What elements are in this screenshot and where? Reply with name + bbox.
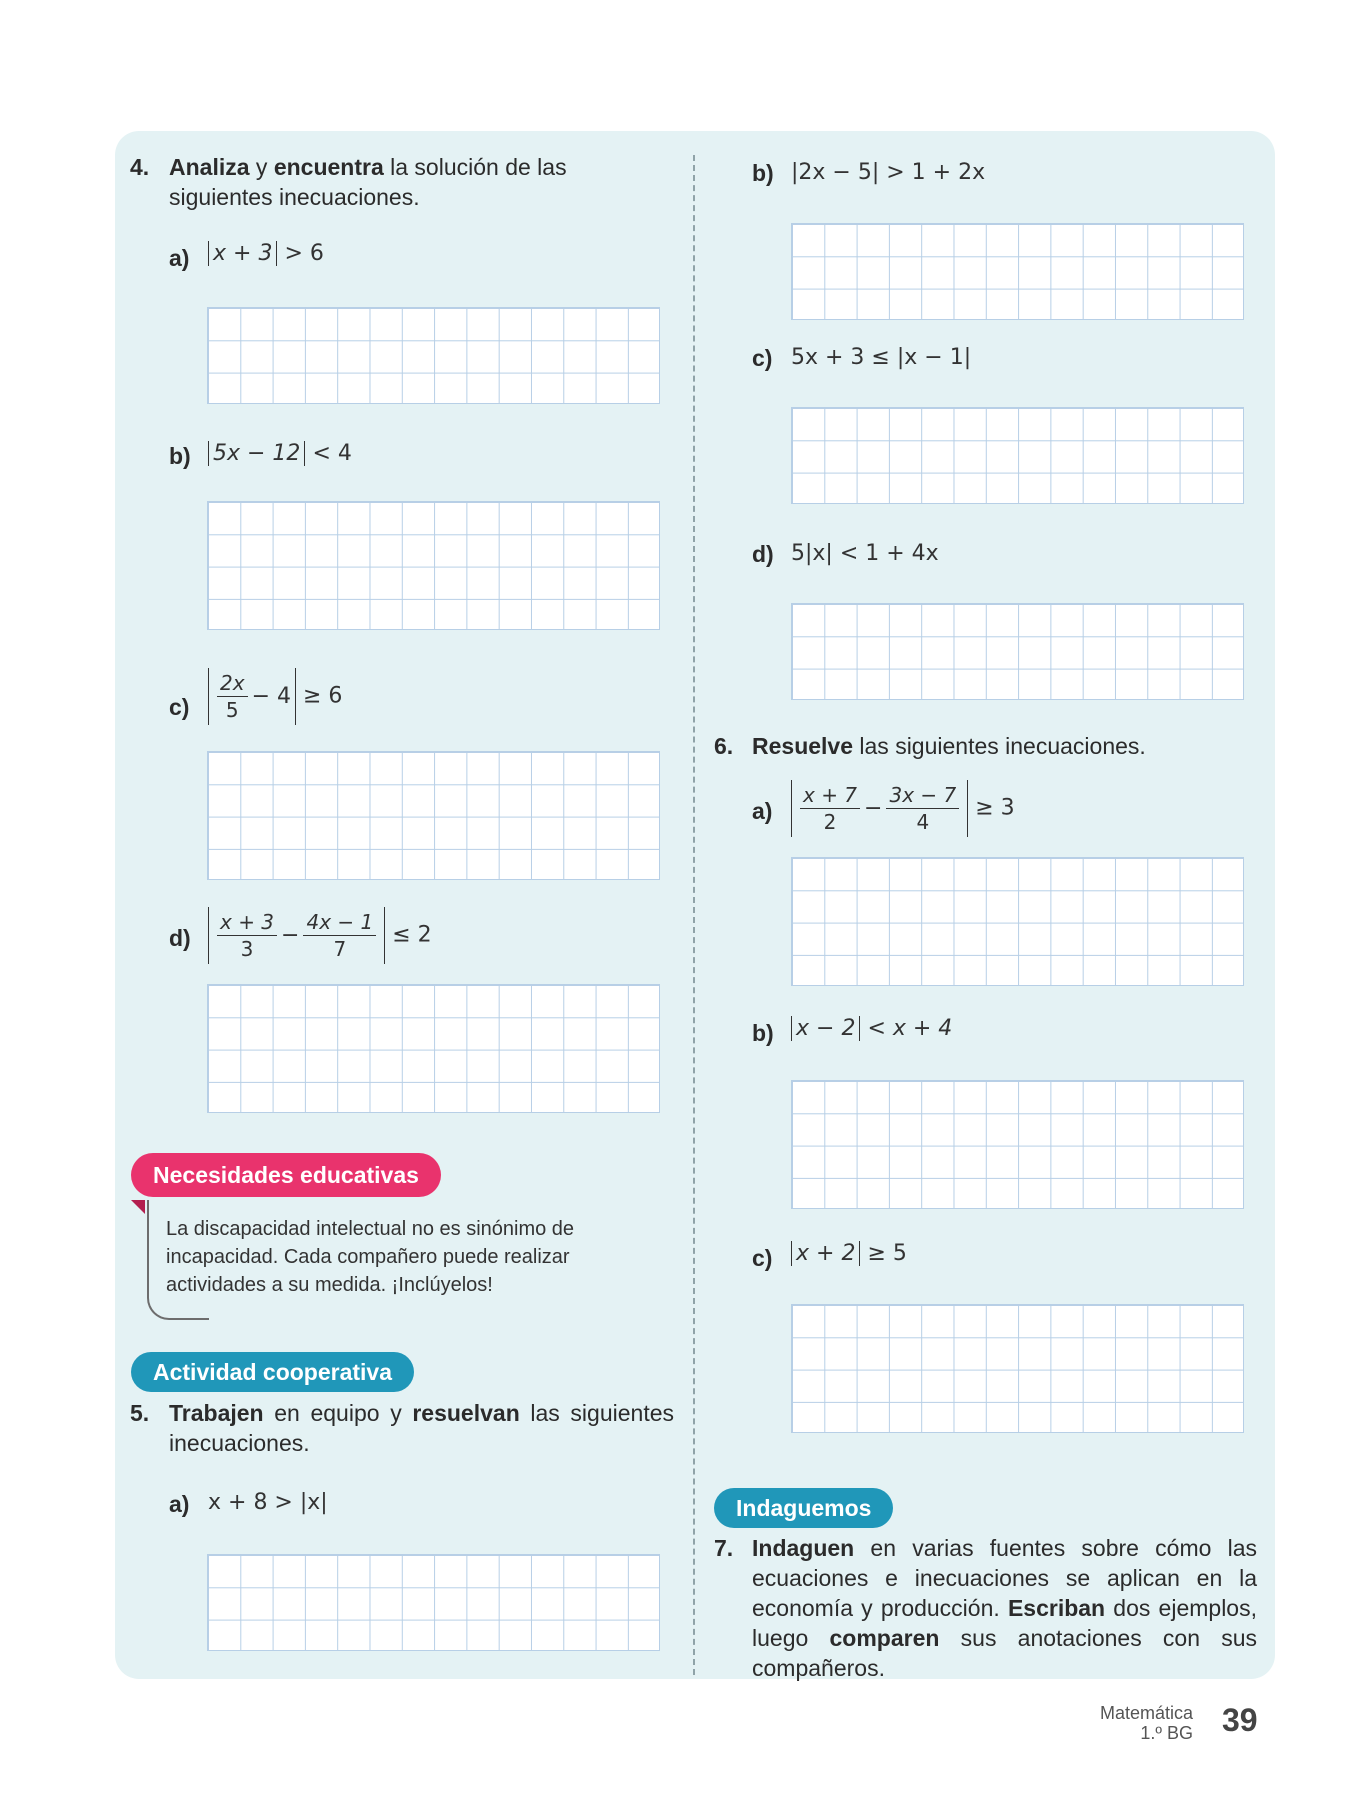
q6b-label: b) [752, 1020, 774, 1046]
indaguemos-badge: Indaguemos [714, 1488, 893, 1528]
q6b-expression: x − 2 < x + 4 [791, 1016, 952, 1041]
q6-instruction: Resuelve las siguientes inecuaciones. [752, 733, 1146, 759]
answer-grid-q4c[interactable] [207, 751, 660, 880]
answer-grid-q4d[interactable] [207, 984, 660, 1113]
q4-instruction: Analiza y encuentra la solución de las siguientes inecuaciones. [169, 154, 567, 210]
answer-grid-q4r-d[interactable] [791, 603, 1244, 700]
q4r-d-expression: 5|x| < 1 + 4x [791, 541, 939, 566]
actividad-cooperativa-badge: Actividad cooperativa [131, 1352, 414, 1392]
q6c-label: c) [752, 1245, 773, 1271]
q4d-expression: $\frac{x + 3}{3}$ − $\frac{4x - 1}{7}$ ≤ 2 [208, 907, 432, 964]
q6a-expression: $\frac{x + 7}{2}$ − $\frac{3x - 7}{4}$ ≥ 3 [791, 780, 1015, 837]
q5-instruction: Trabajen en equipo y resuelvan las siguientes inecuaciones. [169, 1400, 675, 1456]
q6a-label: a) [752, 798, 773, 824]
answer-grid-q4r-c[interactable] [791, 407, 1244, 504]
answer-grid-q5a[interactable] [207, 1554, 660, 1651]
q4r-b-label: b) [752, 160, 774, 186]
q6c-expression: x + 2 ≥ 5 [791, 1241, 907, 1266]
q4a-label: a) [169, 245, 190, 271]
q5-number: 5. [130, 1400, 150, 1426]
necesidades-text: La discapacidad intelectual no es sinónimo de incapacidad. Cada compañero puede realizar actividades a su medida. ¡Inclúyelos! [166, 1218, 575, 1296]
page-number: 39 [1222, 1702, 1258, 1738]
column-divider [693, 155, 695, 1675]
answer-grid-q6a[interactable] [791, 857, 1244, 986]
q4d-label: d) [169, 925, 191, 951]
q4r-b-expression: |2x − 5| > 1 + 2x [791, 160, 986, 185]
necesidades-educativas-badge: Necesidades educativas [131, 1153, 441, 1197]
answer-grid-q6b[interactable] [791, 1080, 1244, 1209]
answer-grid-q6c[interactable] [791, 1304, 1244, 1433]
q4b-label: b) [169, 443, 191, 469]
footer-subject [1100, 1703, 1193, 1743]
q6-number: 6. [714, 733, 734, 759]
q4r-c-expression: 5x + 3 ≤ |x − 1| [791, 345, 972, 370]
q5a-expression: x + 8 > |x| [208, 1490, 328, 1515]
q4c-expression: $\frac{2x}{5}$ − 4 ≥ 6 [208, 668, 342, 725]
q4c-label: c) [169, 694, 190, 720]
q5a-label: a) [169, 1491, 190, 1517]
q4a-expression: x + 3 > 6 [208, 241, 324, 266]
answer-grid-q4r-b[interactable] [791, 223, 1244, 320]
footer-subject-name: Matemática [1099, 1703, 1193, 1723]
q7-instruction: Indaguen en varias fuentes sobre cómo las ecuaciones e inecuaciones se aplican en la economía y producción. Escriban dos ejemplos, luego comparen sus anotaciones con sus compañeros. [752, 1535, 1257, 1681]
q4r-d-label: d) [752, 541, 774, 567]
footer-grade: 1.º BG [1140, 1723, 1193, 1743]
q7-number: 7. [714, 1535, 734, 1561]
q4-number: 4. [130, 154, 150, 180]
answer-grid-q4b[interactable] [207, 501, 660, 630]
q4r-c-label: c) [752, 345, 773, 371]
q4b-expression: 5x − 12 < 4 [208, 441, 352, 466]
badge-corner-icon [131, 1200, 145, 1214]
answer-grid-q4a[interactable] [207, 307, 660, 404]
